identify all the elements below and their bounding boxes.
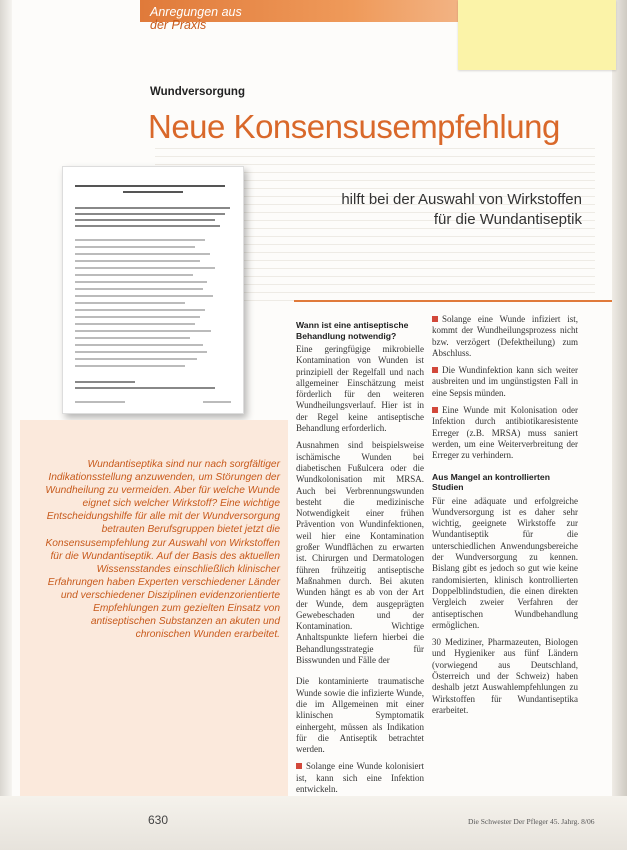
subheadline (330, 190, 582, 230)
subheadline-line-2: für die Wundantiseptik (433, 211, 582, 228)
page-number: 630 (148, 813, 169, 827)
column-divider-rule (294, 300, 612, 302)
right-column-paragraph: Für eine adäquate und erfolgreiche Wundversorgung ist es daher sehr wichtig, geeignete Wirkstoffe zur Wundantiseptik für die unterschiedlichen Anwendungsbereiche der Wundversorgung zu kennen. Bislang gibt es jedoch so gut wie keine randomisierten, klinisch kontrollierten Doppelblindstudien, die einen direkten Vergleich zweier Verfahren der antiseptischen Wundbehandlung ermöglichen. (432, 495, 578, 630)
page-binding-edge (0, 0, 12, 850)
middle-column-heading: Wann ist eine antiseptische Behandlung notwendig? (296, 320, 409, 341)
bullet-text: Solange eine Wunde infiziert ist, kommt der Wundheilungsprozess nicht bzw. verzögert (Defektheilung) zum Abschluss. (432, 314, 578, 358)
sticky-note (458, 0, 616, 70)
middle-column-paragraph: Eine geringfügige mikrobielle Kontamination von Wunden ist prinzipiell der Regelfall und nach allgemeiner Einschätzung meist förderlich für den weiteren Wundheilungsverlauf. Hier ist in der Regel keine antiseptische Behandlung erforderlich. (296, 344, 424, 434)
page-title: Neue Konsensusempfehlung (148, 108, 560, 145)
middle-column-paragraph: Die kontaminierte traumatische Wunde sowie die infizierte Wunde, die im Allgemeinen mit einer klinischen Symptomatik einhergeht, müssen als Indikation für die Antiseptik betrachtet werden. (296, 676, 424, 755)
bullet-text: Die Wundinfektion kann sich weiter ausbreiten und im ungünstigsten Fall in eine Sepsis münden. (432, 365, 578, 398)
bullet-text: Solange eine Wunde kolonisiert ist, kann sich eine Infektion entwickeln. (296, 761, 424, 794)
bullet-text: Eine Wunde mit Kolonisation oder Infektion durch antibiotikaresistente Erreger (z.B. MRSA) muss saniert werden, um eine Weiterverbreitung der Erreger zu verhindern. (432, 405, 578, 461)
bullet-item (432, 314, 578, 359)
middle-column-paragraph: Ausnahmen sind beispielsweise ischämische Wunden bei diabetischen Fußulcera oder die Wundkolonisation mit MRSA. Auch bei Verbrennungswunden besteht die medizinische Notwendigkeit einer frühen Prävention von Wundinfektionen, weil hier eine Kontamination großer Wundflächen zu erwarten ist. Chirurgen und Dermatologen führen frühzeitig antiseptische Maßnahmen durch. Bei akuten Wunden hängt es ab von der Art der Wunde, dem ausgeprägten Gewebeschaden und der Kontamination. Wichtige Anhaltspunkte liefern hierbei die Behandlungsstrategie für Bisswunden und Fälle der (296, 440, 424, 666)
journal-footer: Die Schwester Der Pfleger 45. Jahrg. 8/06 (468, 817, 595, 826)
lead-paragraph: Wundantiseptika sind nur nach sorgfältiger Indikationsstellung anzuwenden, um Störungen der Wundheilung zu vermeiden. Aber für welche Wunde eignet sich welcher Wirkstoff? Eine wichtige Entscheidungshilfe für alle mit der Wundversorgung betrauten Berufsgruppen bietet jetzt die Konsensusempfehlung zur Auswahl von Wirkstoffen für die Wundantiseptik. Auf der Basis des aktuellen Wissensstandes einschließlich klinischer Erfahrungen haben Experten verschiedener Länder und verschiedener Disziplinen evidenzorientierte Empfehlungen zum gezielten Einsatz von antiseptischen Substanzen an akuten und chronischen Wunden erarbeitet. (45, 459, 280, 641)
rubric-line-2: der Praxis (150, 18, 207, 32)
document-thumbnail (62, 166, 244, 414)
right-column-heading: Aus Mangel an kontrollierten Studien (432, 471, 550, 493)
bullet-item (296, 761, 424, 795)
page-right-shadow (612, 0, 627, 850)
subheadline-line-1: hilft bei der Auswahl von Wirkstoffen (341, 191, 582, 208)
right-column-paragraph: 30 Mediziner, Pharmazeuten, Biologen und Hygieniker aus fünf Ländern (vorwiegend aus Deutschland, Österreich und der Schweiz) haben deshalb jetzt Auswahlempfehlungen zu Wirkstoffen für Wundantiseptika erarbeitet. (432, 637, 578, 715)
rubric (150, 6, 350, 32)
article-column-middle (296, 320, 424, 801)
bullet-item (432, 405, 578, 461)
rubric-line-1: Anregungen aus (150, 5, 242, 19)
section-label: Wundversorgung (150, 86, 245, 98)
bullet-item (432, 365, 578, 399)
article-column-right (432, 314, 578, 722)
